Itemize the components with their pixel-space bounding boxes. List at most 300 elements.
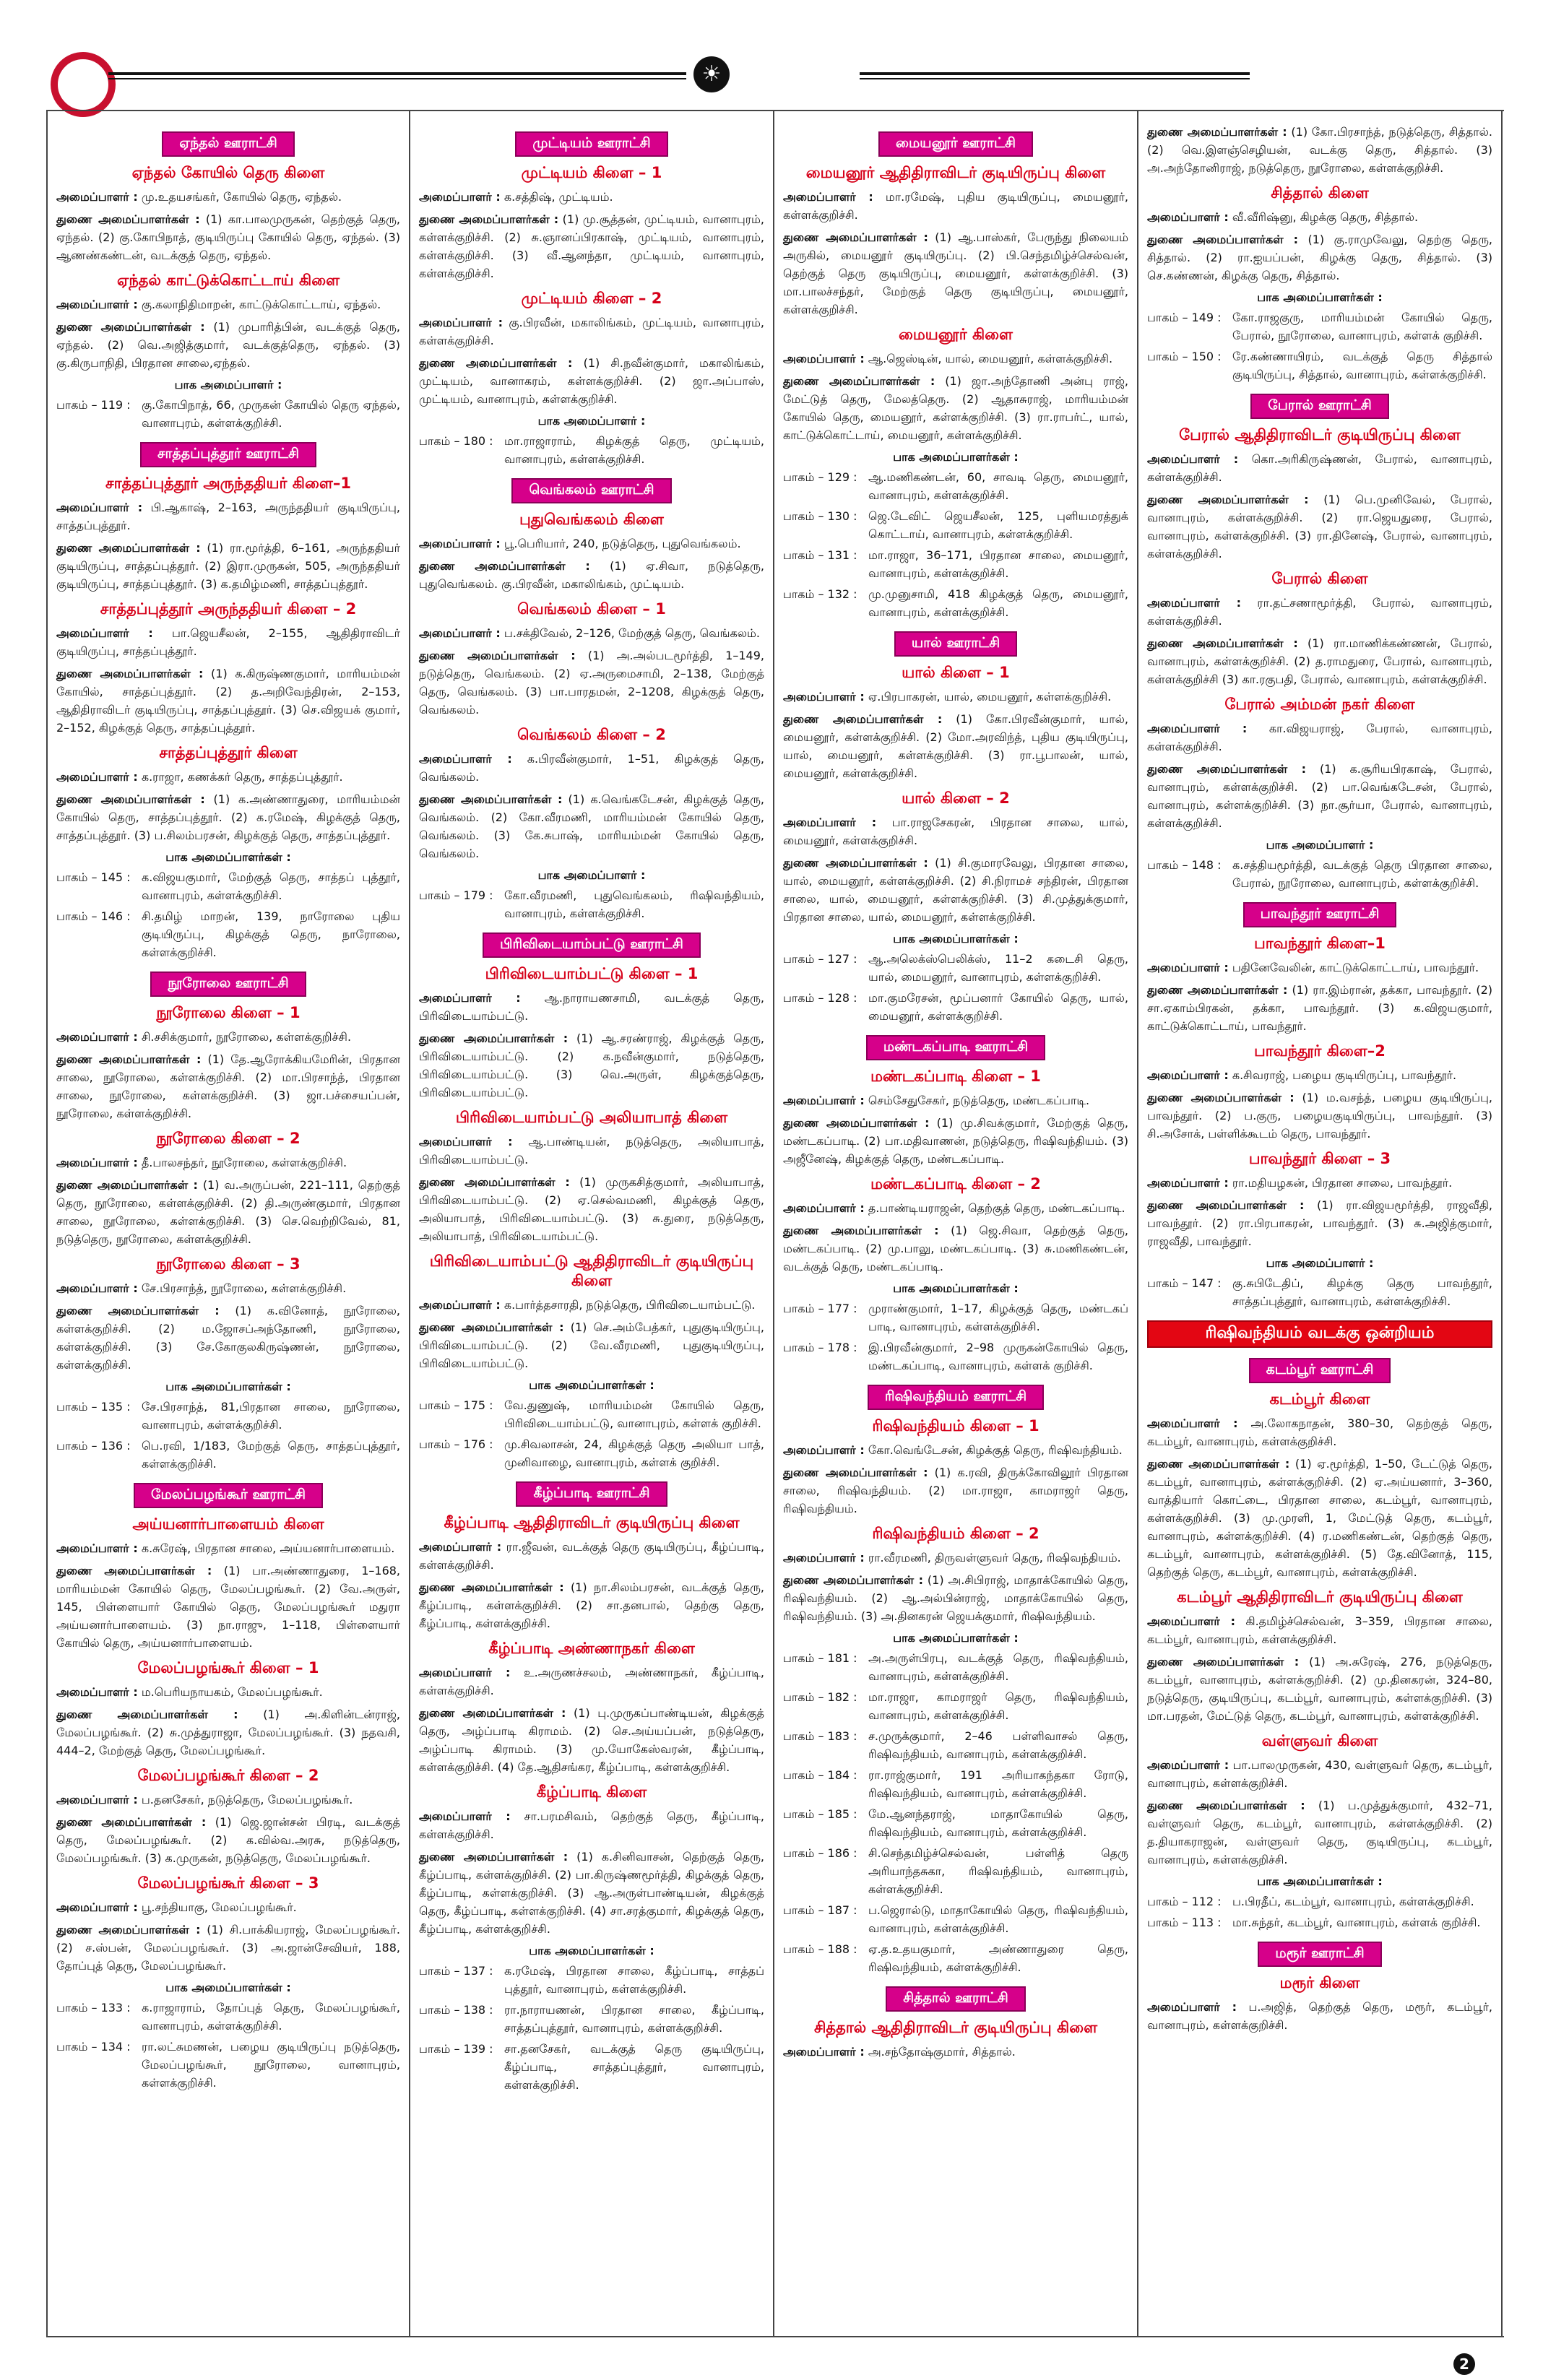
part-entry — [783, 1844, 1128, 1898]
organiser-label: துணை அமைப்பாளர்கள் : — [56, 1708, 238, 1721]
organiser-text: அ.சந்தோஷ்குமார், சித்தால். — [868, 2045, 1016, 2059]
branch-heading: கீழ்ப்பாடி ஆதிதிராவிடர் குடியிருப்பு கிளை — [444, 1514, 740, 1531]
organiser-text: (1) ரா.மூர்த்தி, 6–161, அருந்ததியர் குடியிருப்பு, சாத்தப்புத்தூர். (2) இரா.முருகன், 505, அருந்ததியர் குடியிருப்பு, சாத்தப்புத்தூர். (3) க.தமிழ்மணி, சாத்தப்புத்தூர். — [56, 541, 400, 591]
organiser-text: (1) முருகசித்குமார், அலியாபாத், பிரிவிடையாம்பட்டு. (2) ஏ.செல்வமணி, கிழக்குத் தெரு, அலியாபாத், பிரிவிடையாம்பட்டு. (3) சு.துரை, நடுத்தெரு, அலியாபாத், பிரிவிடையாம்பட்டு. — [419, 1175, 764, 1243]
part-entry — [419, 1396, 764, 1432]
part-entry — [783, 1766, 1128, 1802]
part-number: பாகம் – 181 : — [783, 1651, 857, 1665]
part-number: பாகம் – 177 : — [783, 1302, 857, 1315]
organiser-label: அமைப்பாளர் : — [56, 1281, 138, 1295]
organiser-text: சே.பிரசாந்த், நூரோலை, கள்ளக்குறிச்சி. — [141, 1281, 347, 1295]
organiser-text: (1) அ.சிபிராஜ், மாதாக்கோயில் தெரு, ரிஷிவந்தியம். (2) ஆ.அல்பின்ராஜ், மாதாக்கோயில் தெரு, ரிஷிவந்தியம். (3) அ.தினகரன் ஜெயக்குமார், ரிஷிவந்தியம். — [783, 1573, 1128, 1623]
organiser-text: ஆ.பாண்டியன், நடுத்தெரு, அலியாபாத், பிரிவிடையாம்பட்டு. — [419, 1135, 764, 1167]
organiser-label: துணை அமைப்பாளர்கள் : — [783, 712, 943, 726]
organiser-text: (1) க.சூரியபிரகாஷ், பேரால், வானாபுரம், கள்ளக்குறிச்சி. (2) பா.வெங்கடேசன், பேரால், வானாபுரம், கள்ளக்குறிச்சி. (3) நா.சூர்யா, பேரால், வானாபுரம், கள்ளக்குறிச்சி. — [1147, 762, 1492, 830]
part-number: பாகம் – 175 : — [419, 1398, 493, 1412]
part-text: மே.ஆனந்தராஜ், மாதாகோயில் தெரு, ரிஷிவந்தியம், வானாபுரம், கள்ளக்குறிச்சி. — [868, 1807, 1128, 1839]
organiser-text: ரா.தட்சணாமூர்த்தி, பேரால், வானாபுரம், கள்ளக்குறிச்சி. — [1147, 596, 1493, 628]
branch-heading: நூரோலை கிளை – 3 — [156, 1255, 301, 1273]
organiser-text: க.பிரவீன்குமார், 1–51, கிழக்குத் தெரு, வெங்கலம். — [419, 752, 764, 784]
part-number: பாகம் – 119 : — [56, 398, 131, 412]
organiser-label: துணை அமைப்பாளர்கள் : — [56, 1923, 201, 1937]
organiser-text: மு.உதயசங்கர், கோயில் தெரு, ஏந்தல். — [141, 190, 342, 204]
part-text: கு.கோபிநாத், 66, முருகன் கோயில் தெரு ஏந்தல், வானாபுரம், கள்ளக்குறிச்சி. — [142, 398, 400, 430]
branch-heading: முட்டியம் கிளை – 1 — [521, 164, 662, 181]
organiser-label: அமைப்பாளர் : — [1147, 722, 1248, 735]
organiser-label: அமைப்பாளர் : — [783, 1201, 865, 1215]
branch-heading: கீழ்ப்பாடி அண்ணாநகர் கிளை — [488, 1640, 695, 1657]
branch-heading: வெங்கலம் கிளை – 2 — [517, 726, 666, 743]
council-banner: பேரால் ஊராட்சி — [1250, 394, 1388, 419]
organiser-text: கு.பிரவீன், மகாலிங்கம், முட்டியம், வானாபுரம், கள்ளக்குறிச்சி. — [419, 316, 765, 347]
part-number: பாகம் – 131 : — [783, 548, 857, 562]
organiser-entry — [419, 535, 764, 553]
part-number: பாகம் – 138 : — [419, 2003, 493, 2017]
part-number: பாகம் – 146 : — [56, 909, 131, 923]
organiser-label: துணை அமைப்பாளர்கள் : — [419, 792, 563, 806]
organiser-label: துணை அமைப்பாளர்கள் : — [783, 374, 935, 388]
organiser-label: அமைப்பாளர் : — [419, 316, 503, 329]
organiser-text: ப.சக்திவேல், 2–126, மேற்குத் தெரு, வெங்கலம். — [503, 626, 760, 640]
organiser-label: துணை அமைப்பாளர்கள் : — [56, 1564, 212, 1578]
part-number: பாகம் – 183 : — [783, 1729, 857, 1743]
council-banner: ரிஷிவந்தியம் ஊராட்சி — [868, 1385, 1044, 1410]
branch-heading: கடம்பூர் கிளை — [1269, 1390, 1370, 1408]
part-entry — [783, 1649, 1128, 1685]
council-banner: சித்தால் ஊராட்சி — [886, 1986, 1026, 2012]
part-organisers-heading: பாக அமைப்பாளர் : — [1266, 1256, 1374, 1270]
organiser-entry — [56, 1279, 400, 1297]
organiser-entry — [419, 624, 764, 642]
part-text: க.விஜயகுமார், மேற்குத் தெரு, சாத்தப் புத்தூர், வானாபுரம், கள்ளக்குறிச்சி. — [142, 870, 400, 902]
organiser-label: அமைப்பாளர் : — [1147, 1176, 1229, 1190]
organiser-entry — [419, 1807, 764, 1843]
organiser-label: அமைப்பாளர் : — [56, 1900, 138, 1914]
part-text: முராண்குமார், 1–17, கிழக்குத் தெரு, மண்டகப் பாடி, வானாபுரம், கள்ளக்குறிச்சி. — [868, 1302, 1128, 1333]
organiser-text: (1) அ.கிளின்டன்ராஜ், மேலப்பழங்கூர். (2) சு.முத்துராஜா, மேலப்பழங்கூர். (3) நதவசி, 444–2, மேற்குத் தெரு, மேலப்பழங்கூர். — [56, 1708, 400, 1757]
part-entry — [419, 432, 764, 468]
organiser-entry — [56, 1921, 400, 1975]
part-number: பாகம் – 139 : — [419, 2042, 493, 2056]
organiser-text: க.சுரேஷ், பிரதான சாலை, அய்யனார்பாளையம். — [141, 1541, 395, 1555]
organiser-entry — [419, 989, 764, 1025]
part-entry — [783, 468, 1128, 504]
organiser-entry — [56, 768, 400, 786]
organiser-entry — [419, 1318, 764, 1372]
organiser-text: க.ராஜா, கணக்கர் தெரு, சாத்தப்புத்தூர். — [141, 770, 343, 784]
header-rule-left — [108, 72, 686, 75]
organiser-text: பூ.சந்தியாகு, மேலப்பழங்கூர். — [141, 1900, 297, 1914]
organiser-entry — [783, 2043, 1128, 2061]
part-number: பாகம் – 135 : — [56, 1400, 131, 1414]
organiser-entry — [419, 1538, 764, 1574]
organiser-label: அமைப்பாளர் : — [419, 626, 501, 640]
organiser-text: வீ.வீரிஷ்னு, கிழக்கு தெரு, சித்தால். — [1232, 210, 1419, 224]
organiser-text: பதினேவேலின், காட்டுக்கொட்டாய், பாவந்தூர். — [1232, 961, 1479, 974]
organiser-entry — [1147, 1796, 1492, 1869]
branch-heading: பிரிவிடையாம்பட்டு கிளை – 1 — [485, 965, 699, 982]
organiser-text: (1) கா.பாலமுருகன், தெற்குத் தெரு, ஏந்தல். (2) கு.கோபிநாத், குடியிருப்பு கோயில் தெரு, ஏந்தல். (3) ஆணண்கண்டன், வடக்குத் தெரு, ஏந்தல். — [56, 212, 400, 262]
part-entry — [56, 1398, 400, 1434]
part-organisers-heading: பாக அமைப்பாளர்கள் : — [165, 1380, 291, 1393]
part-number: பாகம் – 179 : — [419, 888, 493, 902]
organiser-text: ம.பெரியநாயகம், மேலப்பழங்கூர். — [141, 1685, 323, 1699]
organiser-text: (1) ப.முத்துக்குமார், 432–71, வள்ளுவர் தெரு, கடம்பூர், வானாபுரம், கள்ளக்குறிச்சி. (2) த.தியாகராஜன், வள்ளுவர் தெரு, குடியிருப்பு, கடம்பூர், வானாபுரம், கள்ளக்குறிச்சி. — [1147, 1799, 1492, 1866]
branch-heading: பிரிவிடையாம்பட்டு ஆதிதிராவிடர் குடியிருப்பு கிளை — [429, 1252, 754, 1289]
part-organisers-heading: பாக அமைப்பாளர் : — [537, 414, 646, 428]
organiser-entry — [1147, 1414, 1492, 1450]
organiser-entry — [419, 354, 764, 408]
part-organisers-heading: பாக அமைப்பாளர்கள் : — [1257, 290, 1383, 304]
organiser-text: (1) பா.அண்ணாதுரை, 1–168, மாரியம்மன் கோயில் தெரு, மேலப்பழங்கூர். (2) வே.அருள், 145, பிள்ளையார் கோயில் தெரு, மேலப்பழங்கூர் மதுரா அய்யனார்பாளையம். (3) நா.ராஜு, 1–118, பிள்ளையார் கோயில் தெரு, அய்யனார்பாளையம். — [56, 1564, 401, 1650]
organiser-label: அமைப்பாளர் : — [56, 1541, 138, 1555]
organiser-entry — [56, 498, 400, 535]
organiser-entry — [56, 624, 400, 660]
part-text: க.ரமேஷ், பிரதான சாலை, கீழ்ப்பாடி, சாத்தப் புத்தூர், வானாபுரம், கள்ளக்குறிச்சி. — [504, 1964, 764, 1996]
part-text: ஜெ.டேவிட் ஜெயசீலன், 125, புளியமரத்துக் கொட்டாய், வானாபுரம், கள்ளக்குறிச்சி. — [868, 509, 1128, 541]
organiser-entry — [56, 1813, 400, 1867]
part-organisers-heading: பாக அமைப்பாளர் : — [537, 868, 646, 882]
organiser-entry — [56, 1539, 400, 1557]
branch-heading: ரிஷிவந்தியம் கிளை – 1 — [872, 1417, 1040, 1435]
part-entry — [1147, 1892, 1492, 1911]
council-banner: மரூர் ஊராட்சி — [1258, 1942, 1381, 1967]
part-text: ரா.நாராயணன், பிரதான சாலை, கீழ்ப்பாடி, சாத்தப்புத்தூர், வானாபுரம், கள்ளக்குறிச்சி. — [504, 2003, 764, 2035]
organiser-entry — [783, 1441, 1128, 1459]
organiser-entry — [419, 557, 764, 593]
part-text: சி.செந்தமிழ்ச்செல்வன், பள்ளித் தெரு அரியாந்தசுகா, ரிஷிவந்தியம், வானாபுரம், கள்ளக்குறிச்சி. — [868, 1846, 1128, 1896]
organiser-text: (1) ரா.விஜயமூர்த்தி, ராஜவீதி, பாவந்தூர். (2) ரா.பிரபாகரன், பாவந்தூர். (3) சு.அஜித்குமார், ராஜவீதி, பாவந்தூர். — [1147, 1198, 1493, 1248]
organiser-entry — [419, 188, 764, 206]
part-entry — [56, 1437, 400, 1473]
organiser-label: அமைப்பாளர் : — [419, 752, 512, 766]
organiser-entry — [419, 1704, 764, 1776]
organiser-label: துணை அமைப்பாளர்கள் : — [783, 1466, 928, 1479]
part-text: சே.பிரசாந்த், 81,பிரதான சாலை, நூரோலை, வானாபுரம், கள்ளக்குறிச்சி. — [142, 1400, 400, 1432]
council-banner: பிரிவிடையாம்பட்டு ஊராட்சி — [483, 932, 701, 958]
organiser-label: அமைப்பாளர் : — [1147, 210, 1229, 224]
part-text: ஆ.அலெக்ஸ்பெலிக்ஸ், 11–2 கடைசி தெரு, யால், மையனூர், வானாபுரம், கள்ளக்குறிச்சி. — [868, 952, 1128, 984]
part-number: பாகம் – 184 : — [783, 1768, 857, 1782]
organiser-label: துணை அமைப்பாளர்கள் : — [56, 667, 204, 680]
organiser-entry — [1147, 1756, 1492, 1792]
organiser-entry — [1147, 1455, 1492, 1581]
part-text: ப.ஜெரால்டு, மாதாகோயில் தெரு, ரிஷிவந்தியம், வானாபுரம், கள்ளக்குறிச்சி. — [868, 1903, 1128, 1935]
organiser-entry — [1147, 1998, 1492, 2034]
organiser-label: அமைப்பாளர் : — [1147, 1416, 1238, 1430]
organiser-text: க.சத்திஷ், முட்டியம். — [503, 190, 613, 204]
organiser-label: அமைப்பாளர் : — [419, 991, 521, 1005]
part-text: சி.தமிழ் மாறன், 139, நாரோலை புதிய குடியிருப்பு, கிழக்குத் தெரு, நாரோலை, கள்ளக்குறிச்சி. — [142, 909, 400, 959]
part-entry — [783, 1727, 1128, 1763]
organiser-label: அமைப்பாளர் : — [419, 1666, 511, 1679]
branch-heading: பேரால் ஆதிதிராவிடர் குடியிருப்பு கிளை — [1179, 426, 1461, 443]
part-number: பாகம் – 187 : — [783, 1903, 857, 1917]
council-banner: ஏந்தல் ஊராட்சி — [162, 131, 294, 157]
part-text: மா.ராஜாராம், கிழக்குத் தெரு, முட்டியம், வானாபுரம், கள்ளக்குறிச்சி. — [504, 434, 764, 466]
part-text: மா.ராஜா, 36–171, பிரதான சாலை, மையனூர், வானாபுரம், கள்ளக்குறிச்சி. — [868, 548, 1128, 580]
organiser-label: துணை அமைப்பாளர்கள் : — [419, 649, 576, 662]
organiser-label: துணை அமைப்பாளர்கள் : — [1147, 762, 1307, 776]
part-number: பாகம் – 112 : — [1147, 1895, 1222, 1908]
organiser-label: அமைப்பாளர் : — [783, 690, 865, 704]
organiser-label: துணை அமைப்பாளர்கள் : — [56, 1178, 198, 1192]
organiser-label: அமைப்பாளர் : — [783, 190, 873, 204]
branch-heading: மையனூர் ஆதிதிராவிடர் குடியிருப்பு கிளை — [805, 164, 1106, 181]
organiser-text: ஆ.ஜெஸ்டின், யால், மையனூர், கள்ளக்குறிச்சி. — [868, 352, 1113, 365]
branch-heading: ஏந்தல் கோயில் தெரு கிளை — [131, 164, 325, 181]
organiser-label: துணை அமைப்பாளர்கள் : — [56, 792, 205, 806]
organiser-label: அமைப்பாளர் : — [1147, 1614, 1236, 1628]
part-text: ப.பிரதீப், கடம்பூர், வானாபுரம், கள்ளக்குறிச்சி. — [1232, 1895, 1474, 1908]
part-text: மா.ராஜா, காமராஜர் தெரு, ரிஷிவந்தியம், வானாபுரம், கள்ளக்குறிச்சி. — [868, 1690, 1128, 1722]
rising-sun-emblem-icon: ☀ — [693, 56, 730, 92]
part-text: மா.சுந்தர், கடம்பூர், வானாபுரம், கள்ளக் குறிச்சி. — [1232, 1916, 1481, 1929]
organiser-entry — [1147, 1196, 1492, 1250]
header-rule-right — [860, 72, 1250, 75]
part-entry — [783, 1901, 1128, 1937]
branch-heading: நூரோலை கிளை – 2 — [156, 1130, 301, 1147]
column-2 — [410, 111, 774, 2336]
branch-heading: சித்தால் கிளை — [1271, 184, 1369, 202]
organiser-entry — [419, 750, 764, 786]
organiser-text: கொ.அரிகிருஷ்ணன், பேரால், வானாபுரம், கள்ளக்குறிச்சி. — [1147, 452, 1493, 484]
organiser-text: பா.ராஜசேகரன், பிரதான சாலை, யால், மையனூர், கள்ளக்குறிச்சி. — [783, 815, 1128, 847]
part-organisers-heading: பாக அமைப்பாளர்கள் : — [529, 1944, 654, 1957]
organiser-text: (1) மு.சூத்தன், முட்டியம், வானாபுரம், கள்ளக்குறிச்சி. (2) சு.ஞானப்பிரகாஷ், முட்டியம், வானாபுரம், கள்ளக்குறிச்சி. (3) வீ.ஆனந்தா, முட்டியம், வானாபுரம், கள்ளக்குறிச்சி. — [419, 212, 765, 280]
organiser-entry — [419, 1133, 764, 1169]
council-banner: யால் ஊராட்சி — [894, 631, 1017, 657]
organiser-entry — [783, 1091, 1128, 1109]
organiser-entry — [783, 813, 1128, 849]
organiser-label: துணை அமைப்பாளர்கள் : — [56, 320, 205, 334]
organiser-label: அமைப்பாளர் : — [56, 1793, 138, 1806]
organiser-entry — [783, 1221, 1128, 1276]
part-entry — [56, 396, 400, 432]
organiser-label: அமைப்பாளர் : — [56, 298, 138, 311]
organiser-entry — [56, 790, 400, 844]
organiser-text: க.பார்த்தசாரதி, நடுத்தெரு, பிரிவிடையாம்பட்டு. — [503, 1298, 756, 1312]
organiser-label: துணை அமைப்பாளர்கள் : — [419, 1580, 564, 1594]
organiser-entry — [1147, 490, 1492, 563]
organiser-text: தீ.பாலசந்தர், நூரோலை, கள்ளக்குறிச்சி. — [141, 1156, 347, 1169]
organiser-text: (1) நா.சிலம்பரசன், வடக்குத் தெரு, கீழ்ப்பாடி, கள்ளக்குறிச்சி. (2) சா.தனபால், தெற்கு தெரு, கீழ்ப்பாடி, கள்ளக்குறிச்சி. — [419, 1580, 764, 1630]
organiser-entry — [56, 1028, 400, 1046]
organiser-text: மா.ரமேஷ், புதிய குடியிருப்பு, மையனூர், கள்ளக்குறிச்சி. — [783, 190, 1129, 222]
organiser-entry — [1147, 1066, 1492, 1084]
part-entry — [783, 989, 1128, 1025]
part-organisers-heading: பாக அமைப்பாளர்கள் : — [165, 1981, 291, 1994]
council-banner: கடம்பூர் ஊராட்சி — [1249, 1358, 1391, 1383]
branch-heading: வெங்கலம் கிளை – 1 — [517, 600, 666, 618]
branch-heading: மேலப்பழங்கூர் கிளை – 2 — [137, 1767, 319, 1784]
organiser-text: (1) சி.குமாரவேலு, பிரதான சாலை, யால், மையனூர், கள்ளக்குறிச்சி. (2) சி.நிராமச் சந்திரன், பிரதான சாலை, யால், மையனூர், கள்ளக்குறிச்சி. (3) சி.முத்துக்குமார், பிரதான சாலை, யால், மையனூர், கள்ளக்குறிச்சி. — [783, 856, 1128, 924]
organiser-entry — [783, 854, 1128, 926]
part-number: பாகம் – 188 : — [783, 1942, 857, 1956]
branch-heading: பாவந்தூர் கிளை – 3 — [1248, 1150, 1391, 1167]
organiser-entry — [783, 228, 1128, 319]
organiser-entry — [783, 1463, 1128, 1518]
part-number: பாகம் – 134 : — [56, 2040, 131, 2054]
organiser-text: (1) அ.அல்படமூர்த்தி, 1–149, நடுத்தெரு, வெங்கலம். (2) ஏ.அருமைசாமி, 2–138, மேற்குத் தெரு, வெங்கலம். (3) பா.பாரதமன், 2–1208, கிழக்குத் தெரு, வெங்கலம். — [419, 649, 764, 717]
organiser-label: அமைப்பாளர் : — [419, 1540, 502, 1554]
organiser-text: சா.பரமசிவம், தெற்குத் தெரு, கீழ்ப்பாடி, கள்ளக்குறிச்சி. — [419, 1809, 765, 1841]
organiser-label: அமைப்பாளர் : — [56, 1685, 138, 1699]
part-number: பாகம் – 132 : — [783, 587, 857, 601]
council-banner: சாத்தப்புத்தூர் ஊராட்சி — [140, 442, 316, 467]
organiser-label: அமைப்பாளர் : — [1147, 1068, 1229, 1082]
organiser-entry — [419, 790, 764, 862]
organiser-entry — [783, 1114, 1128, 1168]
organiser-label: துணை அமைப்பாளர்கள் : — [56, 1815, 207, 1829]
organiser-label: அமைப்பாளர் : — [1147, 2000, 1237, 2014]
organiser-label: துணை அமைப்பாளர்கள் : — [56, 1052, 202, 1066]
council-banner: கீழ்ப்பாடி ஊராட்சி — [516, 1481, 667, 1507]
organiser-label: துணை அமைப்பாளர்கள் : — [1147, 1655, 1300, 1669]
organiser-text: (1) கோ.பிரவீன்குமார், யால், மையனூர், கள்ளக்குறிச்சி. (2) மோ.அரவிந்த், புதிய குடியிருப்பு, யால், மையனூர், கள்ளக்குறிச்சி. (3) ரா.பூபாலன், யால், மையனூர், கள்ளக்குறிச்சி. — [783, 712, 1129, 780]
organiser-entry — [56, 1050, 400, 1122]
organiser-entry — [419, 1029, 764, 1102]
organiser-label: அமைப்பாளர் : — [1147, 961, 1229, 974]
part-entry — [419, 2001, 764, 2037]
organiser-label: துணை அமைப்பாளர்கள் : — [56, 541, 201, 555]
branch-heading: மண்டகப்பாடி கிளை – 1 — [870, 1068, 1041, 1085]
organiser-label: துணை அமைப்பாளர்கள் : — [419, 356, 573, 370]
page-header — [0, 0, 1543, 108]
organiser-label: அமைப்பாளர் : — [419, 1135, 513, 1148]
organiser-entry — [783, 688, 1128, 706]
part-number: பாகம் – 128 : — [783, 991, 857, 1005]
organiser-entry — [1147, 719, 1492, 756]
column-1 — [46, 111, 410, 2336]
part-organisers-heading: பாக அமைப்பாளர் : — [1266, 838, 1374, 852]
part-entry — [419, 886, 764, 922]
organiser-label: துணை அமைப்பாளர்கள் : — [419, 1175, 570, 1189]
organiser-entry — [56, 1898, 400, 1916]
organiser-entry — [419, 1296, 764, 1314]
branch-heading: பாவந்தூர் கிளை–1 — [1254, 935, 1386, 952]
organiser-text: த.பாண்டியராஜன், தெற்குத் தெரு, மண்டகப்பாடி. — [868, 1201, 1125, 1215]
branch-heading: முட்டியம் கிளை – 2 — [521, 290, 662, 307]
part-entry — [783, 1338, 1128, 1375]
part-number: பாகம் – 185 : — [783, 1807, 857, 1821]
column-4 — [1138, 111, 1503, 2336]
organiser-text: (1) ஏ.மூர்த்தி, 1–50, டேட்டுத் தெரு, கடம்பூர், வானாபுரம், கள்ளக்குறிச்சி. (2) ஏ.அய்யனார், 3–360, வாத்தியார் கொட்டை, பிரதான சாலை, கடம்பூர், வானாபுரம், கள்ளக்குறிச்சி. (3) மு.முரளி, 1, மேட்டுத் தெரு, கடம்பூர், வானாபுரம், கள்ளக்குறிச்சி. (4) ர.மணிகண்டன், தெற்குத் தெரு, கடம்பூர், வானாபுரம், கள்ளக்குறிச்சி. (5) தே.வினோத், 115, தெற்குத் தெரு, கடம்பூர், வானாபுரம், கள்ளக்குறிச்சி. — [1147, 1457, 1492, 1579]
part-organisers-heading: பாக அமைப்பாளர்கள் : — [893, 1281, 1019, 1295]
branch-heading: யால் கிளை – 2 — [902, 789, 1010, 807]
organiser-entry — [783, 188, 1128, 224]
part-number: பாகம் – 130 : — [783, 509, 857, 523]
organiser-entry — [56, 1683, 400, 1701]
organiser-label: துணை அமைப்பாளர்கள் : — [56, 212, 200, 226]
branch-heading: மேலப்பழங்கூர் கிளை – 1 — [137, 1659, 319, 1676]
organiser-text: (1) ஆ.சரண்ராஜ், கிழக்குத் தெரு, பிரிவிடையாம்பட்டு. (2) க.நவீன்குமார், நடுத்தெரு, பிரிவிடையாம்பட்டு. (3) வெ.அருள், கிழக்குத்தெரு, பிரிவிடையாம்பட்டு. — [419, 1031, 764, 1099]
part-text: வே.துணுஷ், மாரியம்மன் கோயில் தெரு, பிரிவிடையாம்பட்டு, வானாபுரம், கள்ளக் குறிச்சி. — [504, 1398, 764, 1430]
branch-heading: புதுவெங்கலம் கிளை — [519, 511, 664, 528]
organiser-text: (1) வ.அருப்பன், 221–111, தெற்குத் தெரு, நூரோலை, கள்ளக்குறிச்சி. (2) தி.அருண்குமார், பிரதான சாலை, நூரோலை, கள்ளக்குறிச்சி. (3) செ.வெற்றிவேல், 81, நடுத்தெரு, நூரோலை, கள்ளக்குறிச்சி. — [56, 1178, 400, 1246]
organiser-text: (1) அ.சுரேஷ், 276, நடுத்தெரு, கடம்பூர், வானாபுரம், கள்ளக்குறிச்சி. (2) மு.தினகரன், 324–80, நடுத்தெரு, குடியிருப்பு, கடம்பூர், வானாபுரம், கள்ளக்குறிச்சி. (3) மா.பரதன், மேட்டுத் தெரு, கடம்பூர், வானாபுரம், கள்ளக்குறிச்சி. — [1147, 1655, 1492, 1723]
organiser-entry — [1147, 123, 1492, 177]
organiser-entry — [1147, 1089, 1492, 1143]
part-text: ரா.லட்சுமணன், பழைய குடியிருப்பு நடுத்தெரு, மேலப்பழங்கூர், நூரோலை, வானாபுரம், கள்ளக்குறிச்சி. — [142, 2040, 400, 2090]
part-entry — [783, 1940, 1128, 1976]
part-text: ரே.கண்ணாயிரம், வடக்குத் தெரு சித்தால் குடியிருப்பு, சித்தால், வானாபுரம், கள்ளக்குறிச்சி. — [1232, 350, 1492, 381]
organiser-text: (1) ஜெ.ஜான்சன் பிரடி, வடக்குத் தெரு, மேலப்பழங்கூர். (2) க.வில்வ.அரசு, நடுத்தெரு, மேலப்பழங்கூர். (3) க.முருகன், நடுத்தெரு, மேலப்பழங்கூர். — [56, 1815, 400, 1865]
organiser-label: அமைப்பாளர் : — [56, 1156, 138, 1169]
organiser-text: உ.அருணச்சலம், அண்ணாநகர், கீழ்ப்பாடி, கள்ளக்குறிச்சி. — [419, 1666, 764, 1697]
organiser-text: கா.விஜயராஜ், பேரால், வானாபுரம், கள்ளக்குறிச்சி. — [1147, 722, 1492, 753]
organiser-entry — [419, 1578, 764, 1632]
organiser-label: துணை அமைப்பாளர்கள் : — [783, 1116, 930, 1130]
article-columns — [46, 110, 1504, 2337]
organiser-text: க.சிவராஜ், பழைய குடியிருப்பு, பாவந்தூர். — [1232, 1068, 1457, 1082]
organiser-label: அமைப்பாளர் : — [783, 815, 877, 829]
column-3 — [774, 111, 1138, 2336]
organiser-text: (1) க.வெங்கடேசன், கிழக்குத் தெரு, வெங்கலம். (2) கோ.வீரமணி, மாரியம்மன் கோயில் தெரு, வெங்கலம். (3) கே.சுபாஷ், மாரியம்மன் கோயில் தெரு, வெங்கலம். — [419, 792, 764, 860]
branch-heading: ரிஷிவந்தியம் கிளை – 2 — [872, 1525, 1040, 1542]
part-organisers-heading: பாக அமைப்பாளர்கள் : — [893, 1631, 1019, 1645]
council-banner: மண்டகப்பாடி ஊராட்சி — [866, 1035, 1045, 1060]
part-number: பாகம் – 178 : — [783, 1341, 857, 1354]
organiser-label: அமைப்பாளர் : — [419, 537, 501, 550]
organiser-entry — [419, 1848, 764, 1938]
part-organisers-heading: பாக அமைப்பாளர்கள் : — [1257, 1874, 1383, 1888]
branch-heading: மண்டகப்பாடி கிளை – 2 — [870, 1175, 1041, 1193]
organiser-label: துணை அமைப்பாளர்கள் : — [56, 1304, 220, 1317]
organiser-entry — [1147, 230, 1492, 285]
branch-heading: வள்ளுவர் கிளை — [1261, 1732, 1378, 1749]
part-entry — [1147, 856, 1492, 892]
organiser-label: அமைப்பாளர் : — [419, 1809, 511, 1823]
organiser-label: துணை அமைப்பாளர்கள் : — [1147, 636, 1298, 650]
part-entry — [783, 1688, 1128, 1724]
branch-heading: கீழ்ப்பாடி கிளை — [536, 1783, 647, 1801]
organiser-text: (1) முபாரித்பின், வடக்குத் தெரு, ஏந்தல். (2) வெ.அஜித்குமார், வடக்குத்தெரு, ஏந்தல். (3) கு.கிருபாநிதி, பிரதான சாலை,ஏந்தல். — [56, 320, 400, 370]
organiser-entry — [1147, 760, 1492, 832]
council-banner: முட்டியம் ஊராட்சி — [515, 131, 667, 157]
branch-heading: யால் கிளை – 1 — [902, 664, 1010, 681]
branch-heading: சாத்தப்புத்தூர் அருந்ததியர் கிளை – 2 — [100, 600, 357, 618]
part-text: மா.குமரேசன், மூப்பனார் கோயில் தெரு, யால், மையனூர், கள்ளக்குறிச்சி. — [868, 991, 1128, 1023]
part-entry — [783, 1805, 1128, 1841]
council-banner: மேலப்பழங்கூர் ஊராட்சி — [134, 1483, 323, 1508]
organiser-text: ரா.மதியழகன், பிரதான சாலை, பாவந்தூர். — [1232, 1176, 1453, 1190]
organiser-text: (1) க.அண்ணாதுரை, மாரியம்மன் கோயில் தெரு, சாத்தப்புத்தூர். (2) க.ரமேஷ், கிழக்குத் தெரு, சாத்தப்புத்தூர். (3) ப.சிலம்பரசன், கிழக்குத் தெரு, சாத்தப்புத்தூர். — [56, 792, 401, 842]
organiser-text: கு.கலாநிதிமாறன், காட்டுக்கொட்டாய், ஏந்தல். — [141, 298, 381, 311]
branch-heading: ஏந்தல் காட்டுக்கொட்டாய் கிளை — [116, 272, 340, 289]
organiser-text: அ.லோகநாதன், 380–30, தெற்குத் தெரு, கடம்பூர், வானாபுரம், கள்ளக்குறிச்சி. — [1147, 1416, 1493, 1448]
part-number: பாகம் – 133 : — [56, 2001, 131, 2015]
branch-heading: சித்தால் ஆதிதிராவிடர் குடியிருப்பு கிளை — [813, 2019, 1098, 2036]
organiser-entry — [1147, 634, 1492, 688]
organiser-text: பி.ஆகாஷ், 2–163, அருந்ததியர் குடியிருப்பு, சாத்தப்புத்தூர். — [56, 501, 400, 532]
organiser-text: ரா.வீரமணி, திருவள்ளுவர் தெரு, ரிஷிவந்தியம். — [868, 1551, 1121, 1565]
part-text: சா.தனசேகர், வடக்குத் தெரு குடியிருப்பு, கீழ்ப்பாடி, சாத்தப்புத்தூர், வானாபுரம், கள்ளக்குறிச்சி. — [504, 2042, 764, 2092]
organiser-entry — [1147, 981, 1492, 1035]
part-number: பாகம் – 149 : — [1147, 311, 1222, 324]
header-rule-left-thin — [108, 78, 686, 79]
organiser-label: துணை அமைப்பாளர்கள் : — [1147, 1091, 1295, 1104]
part-number: பாகம் – 176 : — [419, 1437, 493, 1451]
organiser-entry — [1147, 959, 1492, 977]
organiser-text: ப.தனசேகர், நடுத்தெரு, மேலப்பழங்கூர். — [141, 1793, 353, 1806]
organiser-text: (1) தே.ஆரோக்கியமேரின், பிரதான சாலை, நூரோலை, கள்ளக்குறிச்சி. (2) மா.பிரசாந்த், பிரதான சாலை, நூரோலை, கள்ளக்குறிச்சி. (3) ஜா.பச்சையப்பன், நூரோலை, கள்ளக்குறிச்சி. — [56, 1052, 400, 1120]
branch-heading: பேரால் கிளை — [1271, 570, 1368, 587]
organiser-label: துணை அமைப்பாளர்கள் : — [1147, 125, 1287, 139]
organiser-entry — [56, 1154, 400, 1172]
organiser-entry — [56, 210, 400, 264]
organiser-entry — [783, 710, 1128, 782]
